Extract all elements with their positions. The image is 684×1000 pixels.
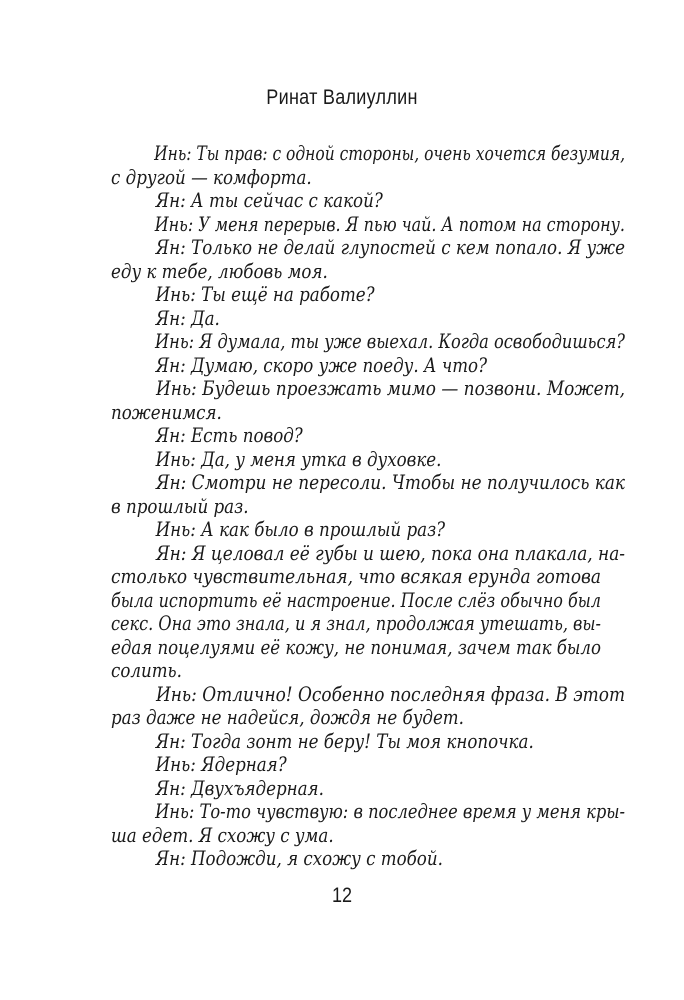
text-line: Ян: Только не делай глупостей с кем попало. Я уже	[155, 236, 626, 259]
running-head-author: Ринат Валиуллин	[266, 86, 418, 109]
body-text	[111, 142, 626, 871]
text-line: Ян: Двухъядерная.	[155, 776, 324, 800]
text-line: столько чувствительная, что всякая ерунда готова	[111, 565, 602, 588]
text-line: секс. Она это знала, и я знал, продолжая утешать, вы-	[111, 612, 601, 635]
text-line: Инь: У меня перерыв. Я пью чай. А потом на сторону.	[154, 212, 625, 236]
text-line: Ян: А ты сейчас с какой?	[155, 189, 383, 212]
text-line: ша едет. Я схожу с ума.	[111, 823, 334, 847]
text-line: с другой — комфорта.	[111, 165, 312, 189]
text-line: Ян: Подожди, я схожу с тобой.	[155, 847, 443, 870]
text-line: Инь: То-то чувствую: в последнее время у меня кры-	[155, 800, 626, 823]
text-line: поженимся.	[111, 400, 222, 424]
text-line: Ян: Думаю, скоро уже поеду. А что?	[155, 353, 488, 377]
text-line: Ян: Да.	[155, 306, 220, 330]
text-line: Инь: Ты ещё на работе?	[155, 283, 375, 306]
text-line: была испортить её настроение. После слёз обычно был	[111, 588, 602, 612]
text-line: Инь: Да, у меня утка в духовке.	[155, 447, 442, 471]
text-line: Ян: Я целовал её губы и шею, пока она плакала, на-	[155, 541, 626, 565]
text-line: Инь: Я думала, ты уже выехал. Когда освободишься?	[155, 330, 625, 353]
text-line: раз даже не надейся, дождя не будет.	[111, 706, 464, 729]
text-line: Инь: А как было в прошлый раз?	[155, 518, 446, 541]
text-line: Ян: Смотри не пересоли. Чтобы не получилось как	[155, 471, 625, 494]
text-line: Инь: Будешь проезжать мимо — позвони. Может,	[155, 377, 626, 400]
text-line: Инь: Ты прав: с одной стороны, очень хочется безумия,	[154, 142, 626, 165]
text-line: еду к тебе, любовь моя.	[111, 259, 328, 283]
text-line: в прошлый раз.	[111, 494, 249, 518]
text-line: едая поцелуями её кожу, не понимая, зачем так было	[111, 635, 601, 659]
text-line: Ян: Есть повод?	[155, 424, 303, 447]
text-line: солить.	[111, 659, 182, 682]
page-number: 12	[331, 884, 353, 907]
text-line: Ян: Тогда зонт не беру! Ты моя кнопочка.	[155, 729, 534, 753]
text-line: Инь: Отлично! Особенно последняя фраза. В этот	[155, 682, 626, 706]
text-line: Инь: Ядерная?	[155, 753, 287, 776]
